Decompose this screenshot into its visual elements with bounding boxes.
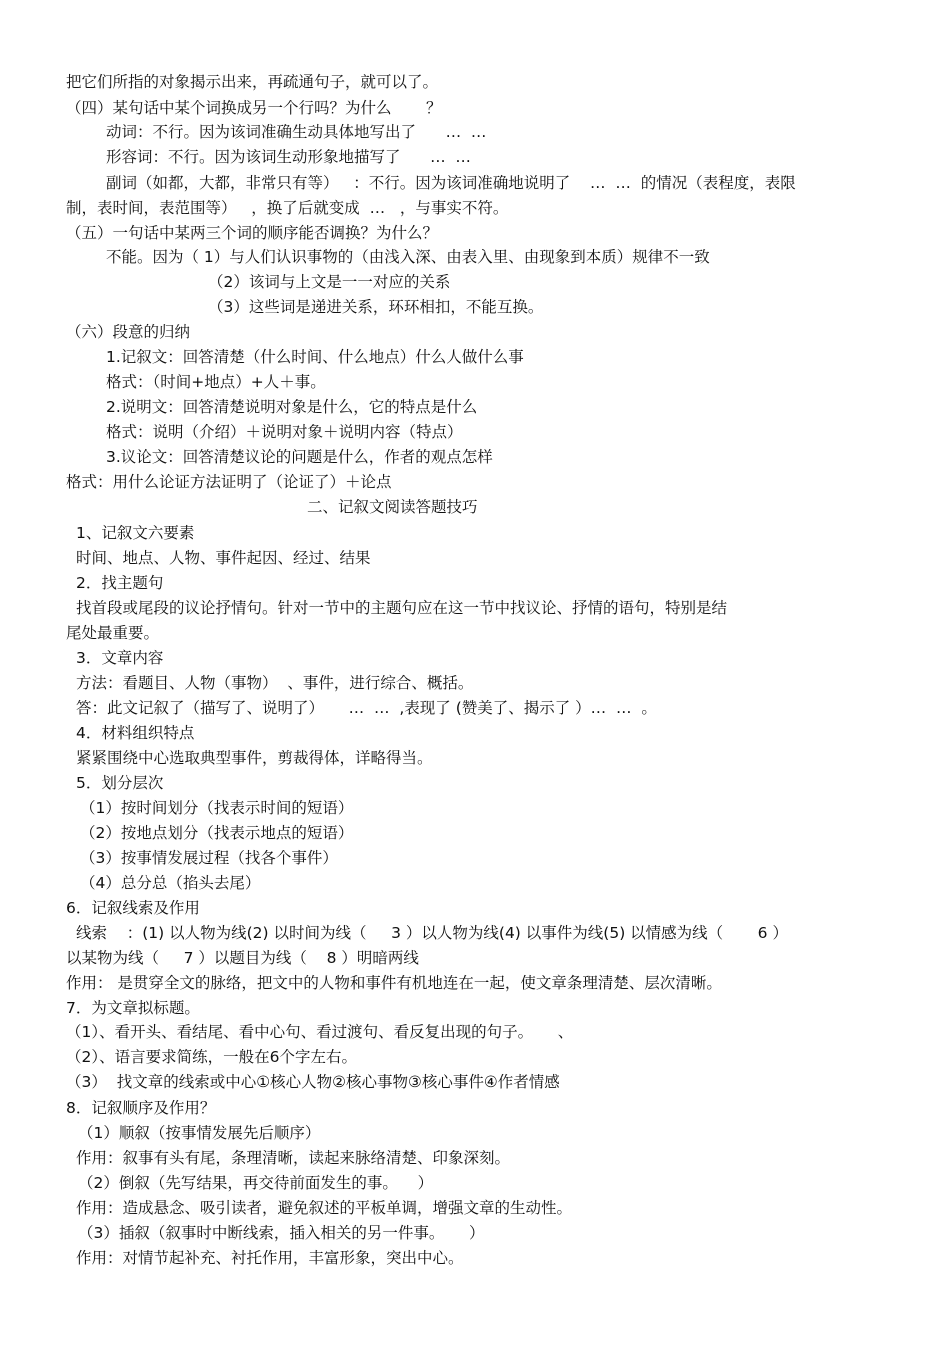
text-line: 作用：对情节起补充、衬托作用，丰富形象，突出中心。 [76,1249,464,1267]
text-line: （3）这些词是递进关系，环环相扣，不能互换。 [208,298,544,316]
list-item: 4．材料组织特点 [76,724,195,742]
list-item: 1、记叙文六要素 [76,524,195,542]
section-heading: （五）一句话中某两三个词的顺序能否调换？为什么？ [66,224,439,242]
text-line: （2）、语言要求简练，一般在6个字左右。 [66,1048,357,1066]
text-line: （4）总分总（掐头去尾） [80,874,261,892]
text-line: 作用： 是贯穿全文的脉络，把文中的人物和事件有机地连在一起，使文章条理清楚、层次清晰。 [66,974,722,992]
text-line: 副词（如都，大都，非常只有等） ：不行。因为该词准确地说明了 … … 的情况（表程度，表限 [106,174,796,192]
list-item: 3．文章内容 [76,649,164,667]
text-line: 找首段或尾段的议论抒情句。针对一节中的主题句应在这一节中找议论、抒情的语句，特别是结 [76,599,728,617]
text-line: 方法：看题目、人物（事物） 、事件，进行综合、概括。 [76,674,474,692]
text-line: 2.说明文：回答清楚说明对象是什么，它的特点是什么 [106,398,478,416]
text-line: 紧紧围绕中心选取典型事件，剪裁得体，详略得当。 [76,749,433,767]
page-section-title: 二、记叙文阅读答题技巧 [307,498,478,516]
text-line: 把它们所指的对象揭示出来，再疏通句子，就可以了。 [66,73,439,91]
text-line: 作用：造成悬念、吸引读者，避免叙述的平板单调，增强文章的生动性。 [76,1199,573,1217]
text-line: 答：此文记叙了（描写了、说明了） … … ,表现了 (赞美了、揭示了 ）… … 。 [76,699,657,717]
text-line: 尾处最重要。 [66,624,160,642]
section-heading: （四）某句话中某个词换成另一个行吗？为什么 ？ [66,99,442,117]
text-line: （2）按地点划分（找表示地点的短语） [80,824,354,842]
text-line: （3）按事情发展过程（找各个事件） [80,849,338,867]
list-item: 5．划分层次 [76,774,164,792]
text-line: （1）顺叙（按事情发展先后顺序） [78,1124,321,1142]
text-line: （3）插叙（叙事时中断线索，插入相关的另一件事。 ） [78,1224,485,1242]
text-line: （1）、看开头、看结尾、看中心句、看过渡句、看反复出现的句子。 、 [66,1023,574,1041]
section-heading: （六）段意的归纳 [66,323,191,341]
list-item: 7．为文章拟标题。 [66,999,200,1017]
list-item: 6．记叙线索及作用 [66,899,200,917]
text-line: 以某物为线（ 7 ）以题目为线（ 8 ）明暗两线 [66,949,419,967]
text-line: 作用：叙事有头有尾，条理清晰，读起来脉络清楚、印象深刻。 [76,1149,511,1167]
text-line: 3.议论文：回答清楚议论的问题是什么，作者的观点怎样 [106,448,493,466]
text-line: （2）倒叙（先写结果，再交待前面发生的事。 ） [78,1174,434,1192]
text-line: 制，表时间，表范围等） ，换了后就变成 … ，与事实不符。 [66,199,509,217]
text-line: 时间、地点、人物、事件起因、经过、结果 [76,549,371,567]
text-line: 线索 ：(1) 以人物为线(2) 以时间为线（ 3 ）以人物为线(4) 以事件为线(5) 以情感为线（ 6 ） [76,924,788,942]
text-line: 格式：（时间+地点）+人＋事。 [106,373,326,391]
text-line: 格式：用什么论证方法证明了（论证了）＋论点 [66,473,392,491]
text-line: 格式：说明（介绍）＋说明对象＋说明内容（特点） [106,423,463,441]
text-line: （2）该词与上文是一一对应的关系 [208,273,451,291]
text-line: 不能。因为（ 1）与人们认识事物的（由浅入深、由表入里、由现象到本质）规律不一致 [106,248,710,266]
text-line: 形容词：不行。因为该词生动形象地描写了 … … [106,148,471,166]
list-item: 8．记叙顺序及作用？ [66,1099,216,1117]
text-line: （1）按时间划分（找表示时间的短语） [80,799,354,817]
text-line: （3） 找文章的线索或中心①核心人物②核心事物③核心事件④作者情感 [66,1073,560,1091]
text-line: 动词：不行。因为该词准确生动具体地写出了 … … [106,123,487,141]
list-item: 2．找主题句 [76,574,164,592]
text-line: 1.记叙文：回答清楚（什么时间、什么地点）什么人做什么事 [106,348,524,366]
